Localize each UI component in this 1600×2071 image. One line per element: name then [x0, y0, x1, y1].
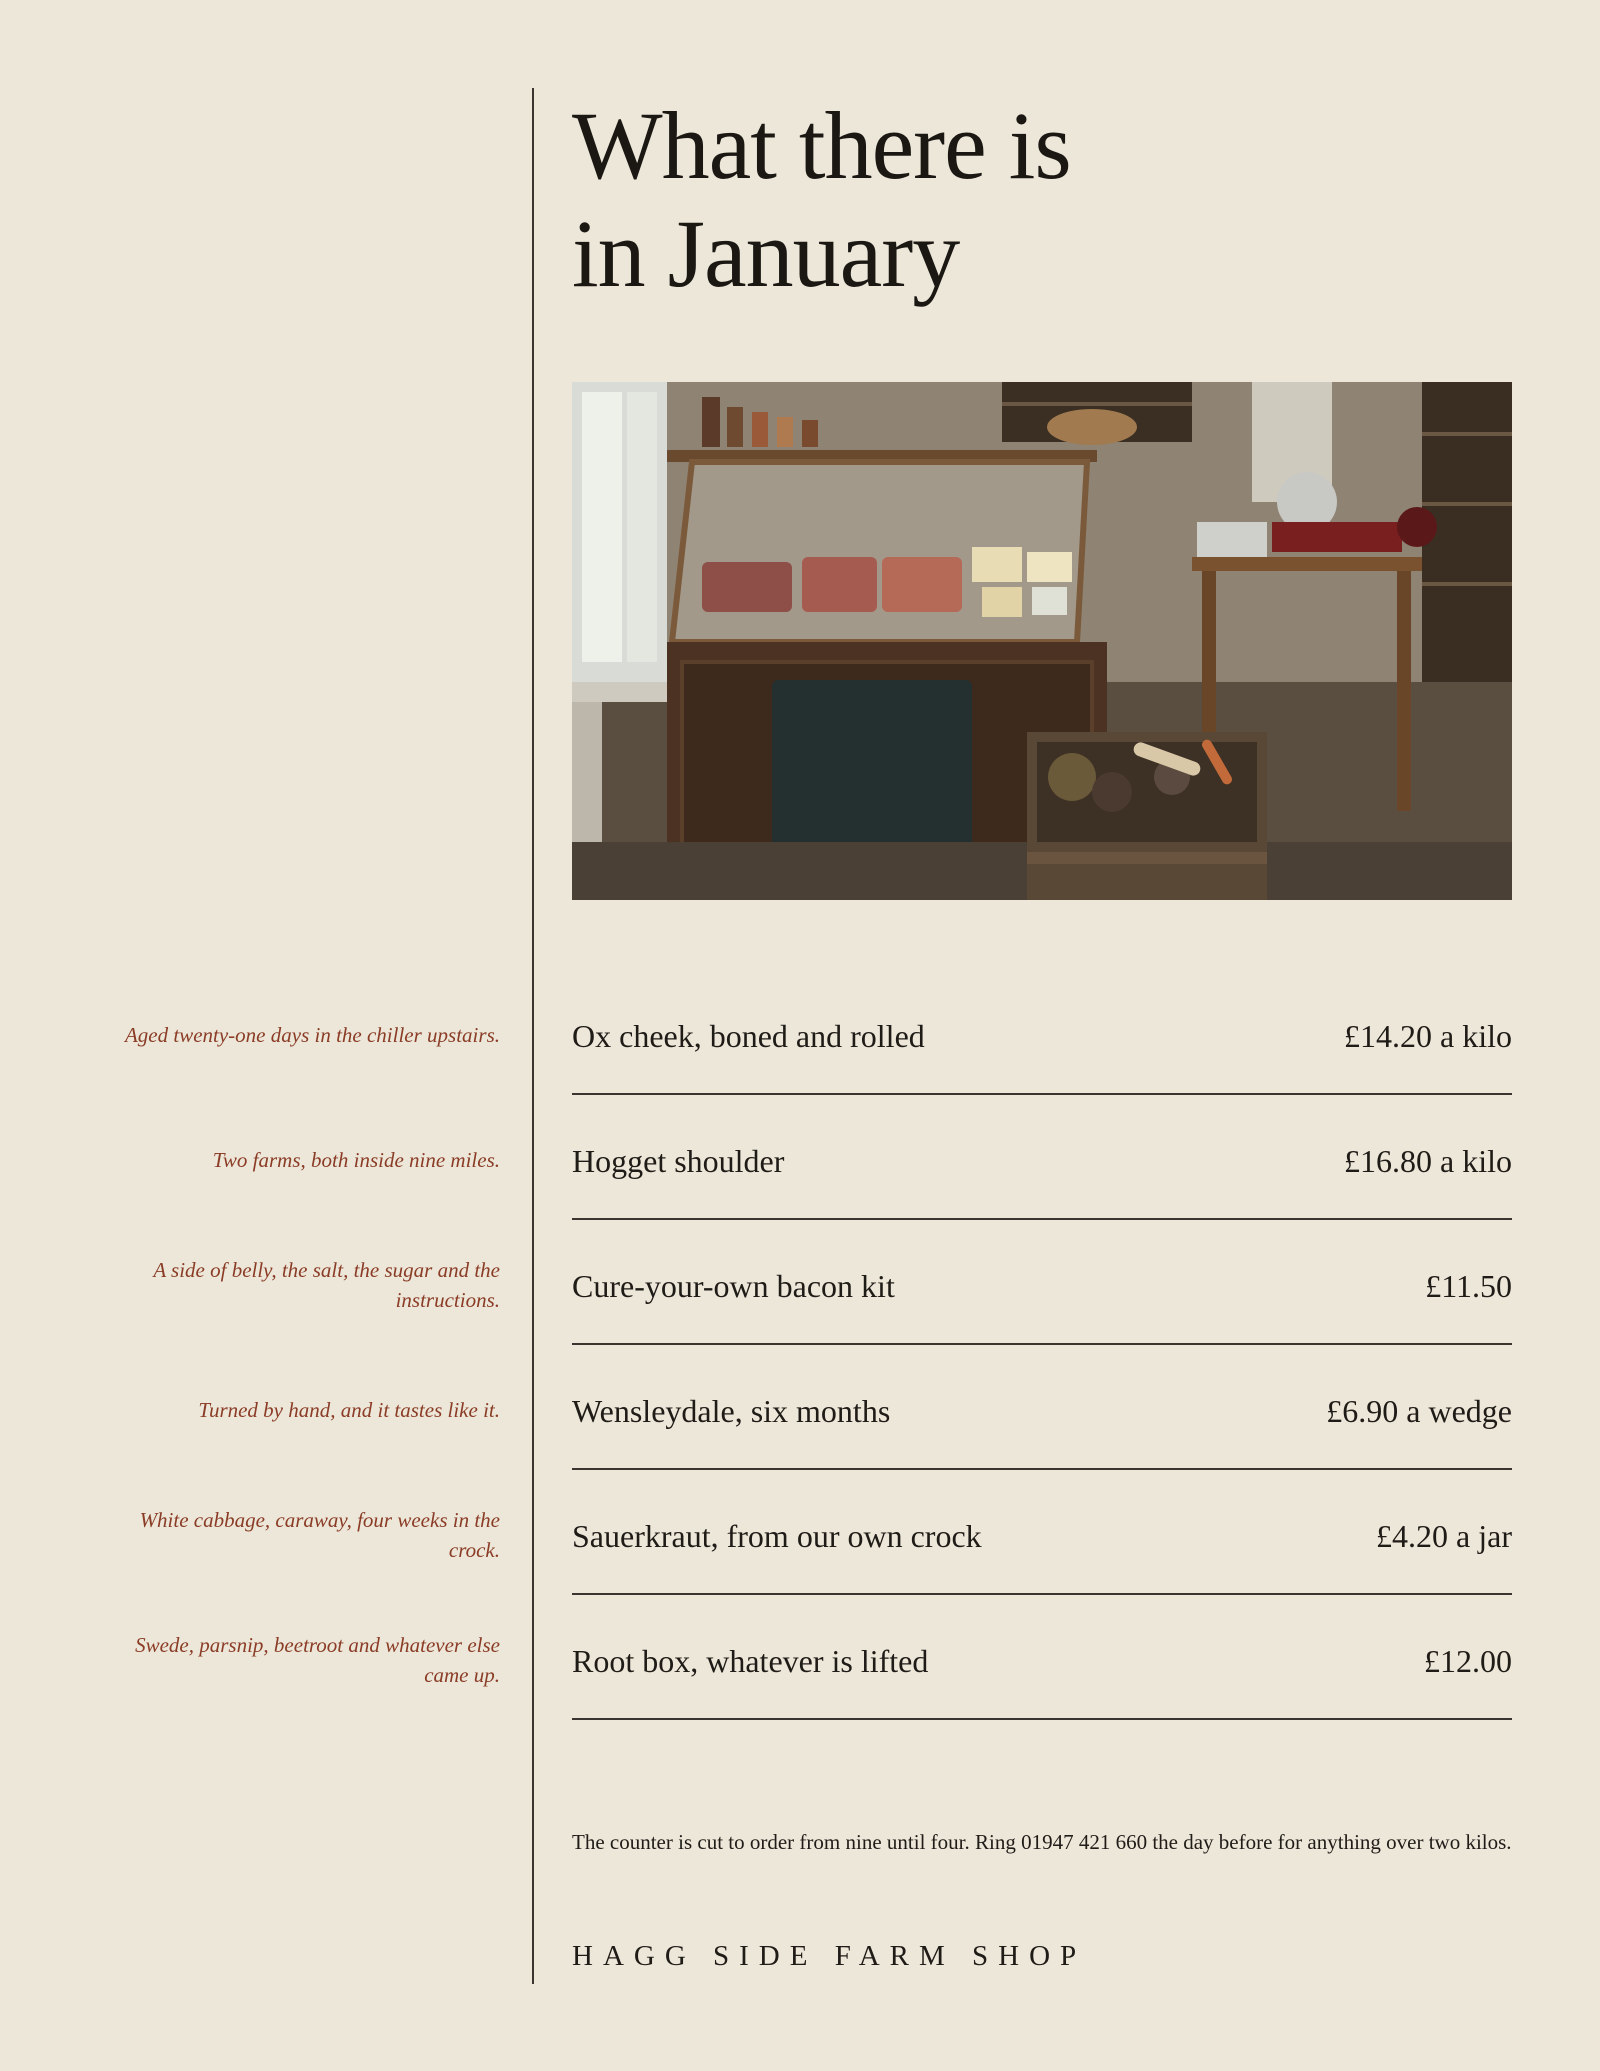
note-row [100, 1095, 500, 1220]
price-list-row [572, 1595, 1512, 1720]
item-price: £14.20 a kilo [1344, 1018, 1512, 1054]
price-list-row [572, 1470, 1512, 1595]
item-name: Wensleydale, six months [572, 1393, 891, 1429]
item-notes [100, 970, 500, 1720]
note-row [100, 1345, 500, 1470]
item-note: Two farms, both inside nine miles. [212, 1148, 500, 1172]
item-price: £12.00 [1424, 1643, 1512, 1679]
price-list [572, 970, 1512, 1720]
item-note: Swede, parsnip, beetroot and whatever else came up. [135, 1633, 500, 1687]
vertical-rule [532, 88, 534, 1984]
item-price: £11.50 [1425, 1268, 1512, 1304]
item-note: Aged twenty-one days in the chiller upstairs. [124, 1023, 500, 1047]
item-name: Cure-your-own bacon kit [572, 1268, 895, 1304]
item-name: Root box, whatever is lifted [572, 1643, 929, 1679]
item-note: White cabbage, caraway, four weeks in the crock. [139, 1508, 500, 1562]
price-list-row [572, 1095, 1512, 1220]
note-row [100, 1595, 500, 1720]
ordering-note: The counter is cut to order from nine until four. Ring 01947 421 660 the day before for anything over two kilos. [572, 1830, 1512, 1854]
page-title [572, 92, 1071, 308]
item-price: £16.80 a kilo [1344, 1143, 1512, 1179]
item-name: Ox cheek, boned and rolled [572, 1018, 925, 1054]
price-list-row [572, 1220, 1512, 1345]
page-title-line-2: in January [572, 200, 960, 307]
item-price: £4.20 a jar [1376, 1518, 1512, 1554]
page-title-line-1: What there is [572, 92, 1071, 199]
shop-name: HAGG SIDE FARM SHOP [572, 1940, 1087, 1972]
item-note: A side of belly, the salt, the sugar and the instructions. [153, 1258, 500, 1312]
item-note: Turned by hand, and it tastes like it. [198, 1398, 500, 1422]
item-name: Hogget shoulder [572, 1143, 785, 1179]
note-row [100, 1470, 500, 1595]
farm-shop-counter-photo [572, 382, 1512, 900]
note-row [100, 970, 500, 1095]
price-list-row [572, 970, 1512, 1095]
note-row [100, 1220, 500, 1345]
price-list-row [572, 1345, 1512, 1470]
item-name: Sauerkraut, from our own crock [572, 1518, 982, 1554]
item-price: £6.90 a wedge [1326, 1393, 1512, 1429]
